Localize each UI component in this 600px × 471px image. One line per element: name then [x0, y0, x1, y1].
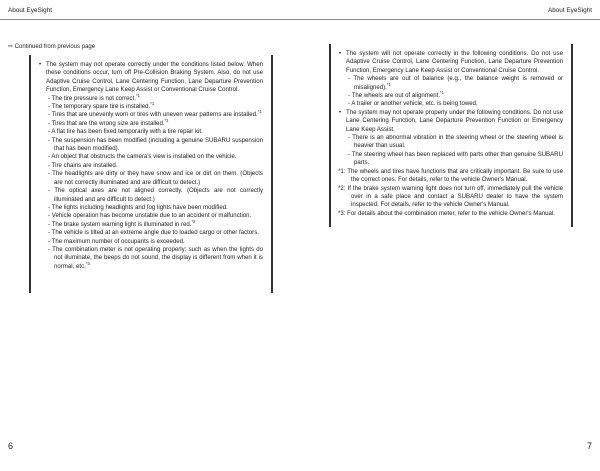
footnote-ref: *2	[191, 218, 196, 224]
left-condition-list	[38, 92, 263, 272]
list-item-text: An object that obstructs the camera's view is installed on the vehicle.	[51, 153, 237, 161]
list-item	[48, 229, 263, 237]
header-divider	[0, 19, 600, 20]
list-item-text: The optical axes are not aligned correctly. (Objects are not correctly illuminated and are difficult to detect.)	[54, 187, 263, 203]
footnote: *3: For details about the combination meter, refer to the vehicle Owner's Manual.	[338, 209, 555, 217]
list-item	[48, 170, 263, 187]
right-bullet-1: • The system will not operate correctly in the following conditions. Do not use Adaptive Cruise Control, Lane Centering Function, Lane Departure Prevention Function, Emergency Lane Keep Assist or Conventional Cruise Control.	[338, 50, 563, 75]
list-item	[48, 92, 263, 103]
footnotes	[338, 168, 563, 218]
list-item	[348, 92, 563, 100]
list-item-text: The brake system warning light is illuminated in red.	[51, 220, 192, 228]
footnote-ref: *1	[386, 81, 391, 87]
list-item-text: The temporary spare tire is installed.	[51, 103, 151, 111]
page-number-right: 7	[586, 441, 592, 451]
list-item	[48, 128, 263, 136]
list-item-text: The maximum number of occupants is exceeded.	[51, 237, 185, 245]
list-item	[348, 75, 563, 92]
list-item	[348, 134, 563, 151]
footnote-ref: *1	[150, 101, 155, 106]
list-item	[48, 218, 263, 229]
list-item	[48, 162, 263, 170]
footnote-ref: *3	[85, 260, 90, 266]
page-number-left: 6	[8, 441, 14, 451]
footnote-ref: *1	[257, 109, 262, 115]
caution-box-right	[329, 44, 573, 227]
list-item-text: The wheels are out of balance (e.g., the balance weight is removed or misaligned).	[353, 75, 563, 91]
continued-note: ⇨ Continued from previous page	[8, 44, 96, 50]
list-item-text: Tires that are the wrong size are installed.	[51, 119, 165, 127]
list-item-text: The lights including headlights and fog lights have been modified.	[51, 203, 228, 211]
list-item-text: Tires that are unevenly worn or tires with uneven wear patterns are installed.	[51, 111, 258, 119]
footnote: *1: The wheels and tires have functions that are critically important. Be sure to use the correct ones. For details, refer to the vehicle Owner's Manual.	[338, 167, 563, 184]
footnote-ref: *1	[164, 117, 169, 123]
footnote: *2: If the brake system warning light does not turn off, immediately pull the vehicle over in a safe place and contact a SUBARU dealer to have the system inspected. For details, refer to the vehicle Owner's Manual.	[338, 184, 563, 209]
caution-box-left	[29, 55, 273, 293]
list-item-text: The vehicle is tilted at an extreme angle due to loaded cargo or other factors.	[51, 229, 259, 237]
footnote-ref: *1	[440, 90, 445, 95]
list-item-text: Vehicle operation has become unstable due to an accident or malfunction.	[51, 212, 252, 220]
header-right: About EyeSight	[547, 7, 592, 14]
list-item-text: The steering wheel has been replaced with parts other than genuine SUBARU parts.	[351, 150, 563, 167]
list-item-text: A flat tire has been fixed temporarily with a tire repair kit.	[51, 128, 203, 136]
list-item-text: Tire chains are installed.	[51, 161, 118, 169]
list-item	[48, 204, 263, 212]
list-item-text: The headlights are dirty or they have snow and ice or dirt on them. (Objects are not correctly illuminated and are difficult to detect.)	[52, 170, 263, 186]
footnote-ref: *1	[135, 92, 140, 98]
right-condition-list-2	[338, 134, 563, 168]
list-item-text: The combination meter is not operating properly; such as when the lights do not illuminate, the beeps do not sound, the display is different from when it is normal, etc.	[52, 245, 263, 270]
list-item	[48, 212, 263, 220]
list-item	[48, 187, 263, 204]
list-item	[48, 117, 263, 128]
list-item	[48, 153, 263, 161]
right-condition-list-1	[338, 75, 563, 109]
list-item	[348, 151, 563, 168]
list-item	[48, 137, 263, 154]
list-item	[48, 246, 263, 271]
header-left: About EyeSight	[8, 7, 53, 14]
list-item	[48, 111, 263, 119]
list-item	[48, 238, 263, 246]
right-bullet-2: • The system may not operate properly under the following conditions. Do not use Lane Centering Function, Lane Departure Prevention Function or Emergency Lane Keep Assist.	[338, 109, 563, 134]
list-item-text: The wheels are out of alignment.	[351, 92, 441, 100]
list-item-text: The suspension has been modified (including a genuine SUBARU suspension that has been modified).	[51, 136, 263, 153]
list-item-text: There is an abnormal vibration in the steering wheel or the steering wheel is heavier than usual.	[352, 134, 563, 150]
left-intro-bullet: • The system may not operate correctly under the conditions listed below. When these conditions occur, turn off Pre-Collision Braking System. Also, do not use Adaptive Cruise Control, Lane Centering Function, Lane Departure Prevention Function, Emergency Lane Keep Assist or Conventional Cruise Control.	[38, 61, 263, 95]
list-item	[348, 100, 563, 108]
list-item-text: A trailer or another vehicle, etc. is being towed.	[351, 100, 478, 108]
list-item-text: The tire pressure is not correct.	[51, 94, 136, 102]
